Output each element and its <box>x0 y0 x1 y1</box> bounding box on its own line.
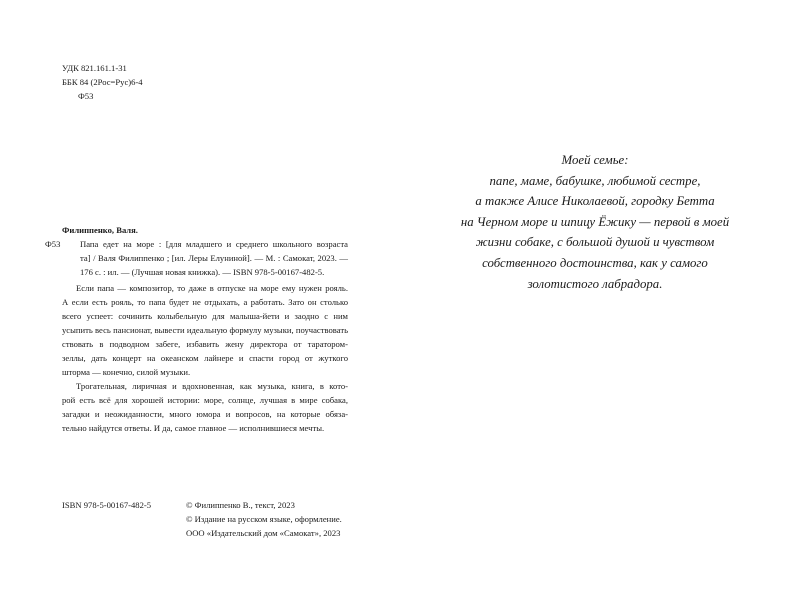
annotation-line: ствовать в подводном забеге, избавить жену директора от таратором- <box>62 339 348 349</box>
annotation-line: всего успеет: сочинить колыбельную для малыша-йети и заодно с ним <box>62 311 348 321</box>
dedication-line: Моей семье: <box>561 153 629 167</box>
author-heading: Филиппенко, Валя. <box>62 225 138 235</box>
dedication-line: собственного достоинства, как у самого <box>482 255 708 270</box>
author-mark-code: Ф53 <box>78 91 94 101</box>
copyright-line: ООО «Издательский дом «Самокат», 2023 <box>186 528 341 538</box>
annotation-line: Трогательная, лиричная и вдохновенная, как музыка, книга, в кото- <box>76 381 348 391</box>
udk-code: УДК 821.161.1-31 <box>62 63 127 73</box>
copyright-block <box>186 498 342 540</box>
bib-line: Папа едет на море : [для младшего и среднего школьного возраста <box>80 239 348 249</box>
annotation-line: А если есть рояль, то папа будет не отдыхать, а работать. Зато он столько <box>62 297 348 307</box>
annotation-line: Если папа — композитор, то даже в отпуске на море ему нужен рояль. <box>76 283 348 293</box>
bib-line: та] / Валя Филиппенко ; [ил. Леры Елуниной]. — М. : Самокат, 2023. — <box>80 253 348 263</box>
bib-author-mark: Ф53 <box>45 239 61 249</box>
dedication-line: на Черном море и шпицу Ёжику — первой в моей <box>460 214 730 229</box>
dedication-line: золотистого лабрадора. <box>527 276 663 291</box>
annotation-line: тельно найдутся ответы. И да, самое главное — исполнившиеся мечты. <box>62 423 325 433</box>
annotation-line: шторма — конечно, силой музыки. <box>62 367 191 377</box>
annotation-line: усыпить весь пансионат, вывести идеальную формулу музыки, поучаствовать <box>62 325 348 335</box>
copyright-line: © Филиппенко В., текст, 2023 <box>186 500 295 510</box>
bibliographic-description <box>80 237 348 279</box>
dedication-line: а также Алисе Николаевой, городку Бетта <box>475 194 715 209</box>
copyright-line: © Издание на русском языке, оформление. <box>186 514 342 524</box>
bib-line: 176 с. : ил. — (Лучшая новая книжка). — ISBN 978-5-00167-482-5. <box>80 267 325 277</box>
annotation-line: рой есть всё для хорошей истории: море, солнце, лучшая в мире собака, <box>62 395 348 405</box>
annotation-line: загадки и неожиданности, много юмора и вопросов, на которые обяза- <box>62 409 348 419</box>
dedication <box>420 150 770 294</box>
isbn: ISBN 978-5-00167-482-5 <box>62 500 152 510</box>
dedication-line: жизни собаке, с большой душой и чувством <box>475 235 715 250</box>
annotation-line: зеллы, дать концерт на океанском лайнере и спасти город от жуткого <box>62 353 348 363</box>
classification-codes <box>62 61 143 103</box>
annotation <box>62 281 348 435</box>
dedication-line: папе, маме, бабушке, любимой сестре, <box>489 173 701 188</box>
bbk-code: ББК 84 (2Рос=Рус)6-4 <box>62 77 143 87</box>
